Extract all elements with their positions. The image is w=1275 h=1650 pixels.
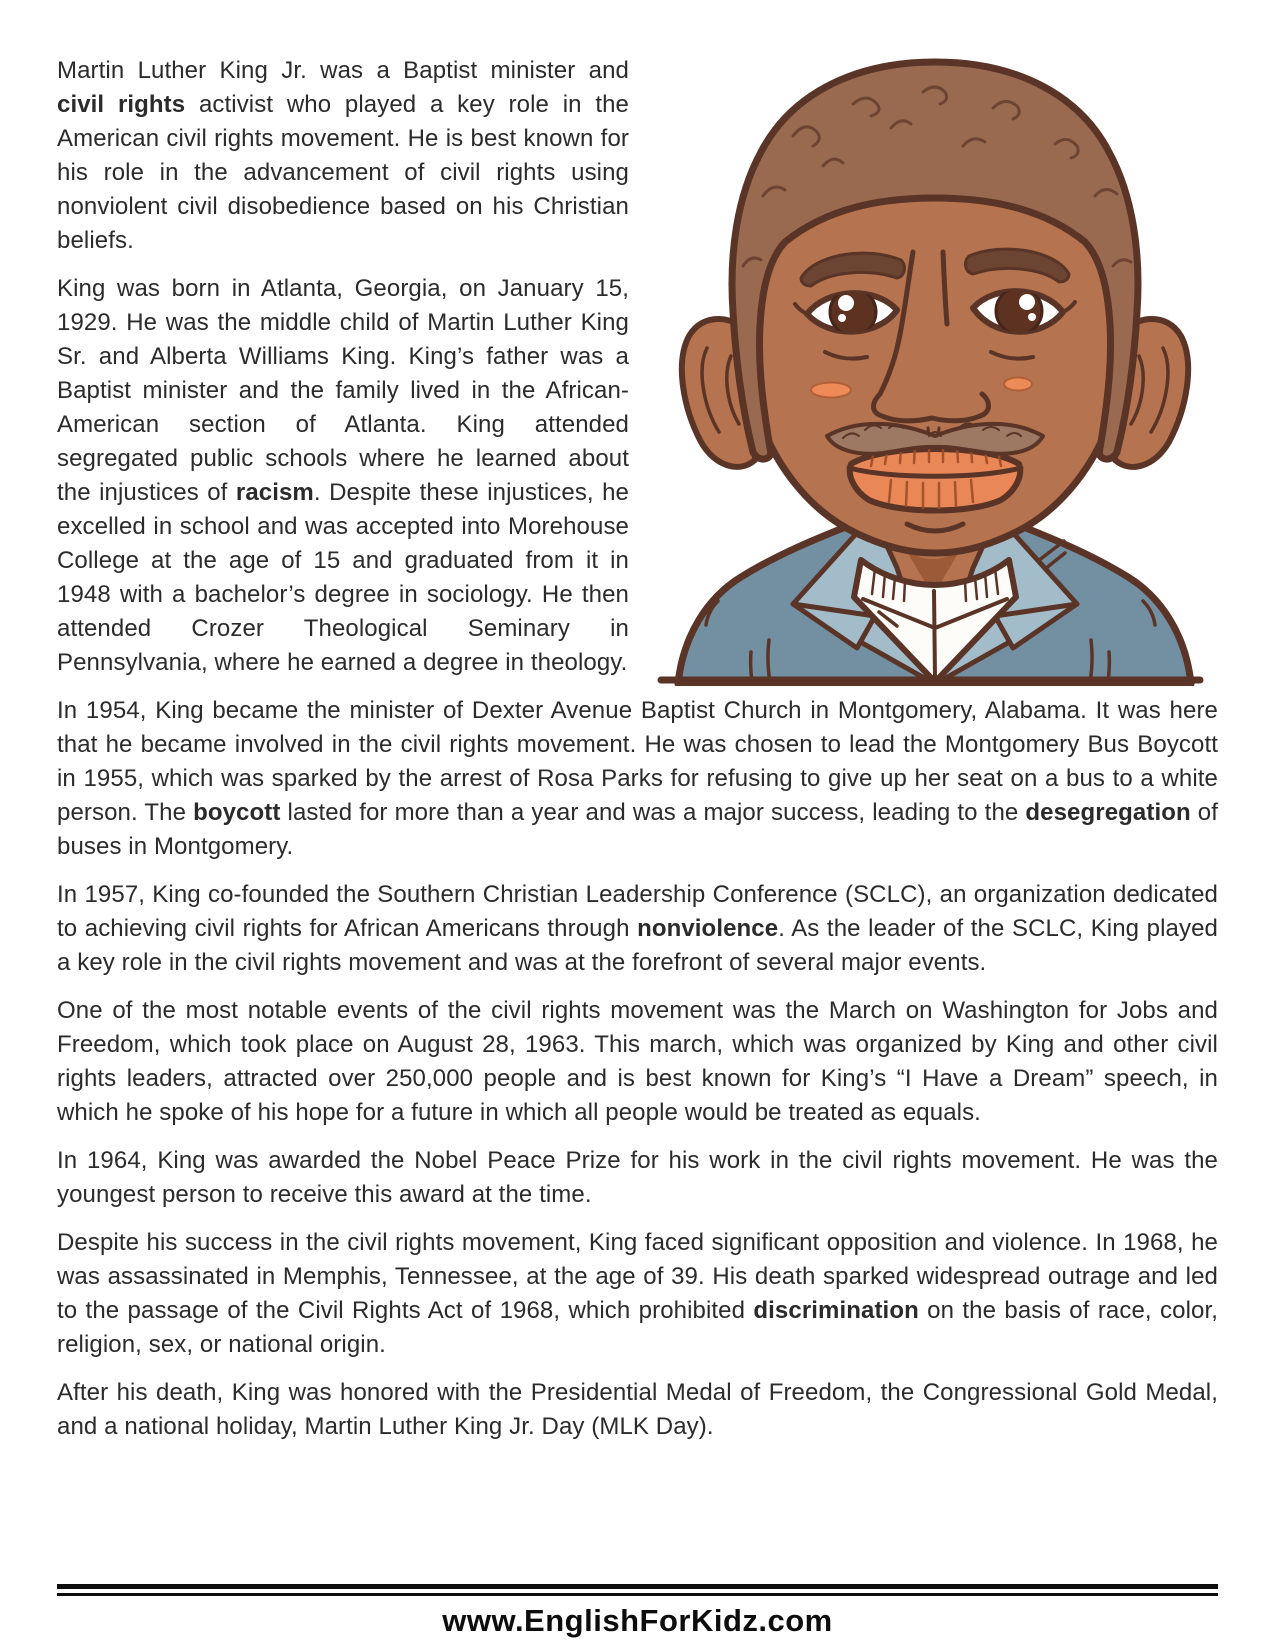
article	[57, 54, 1218, 1444]
paragraph-montgomery: In 1954, King became the minister of Dexter Avenue Baptist Church in Montgomery, Alabama. It was here that he became involved in the civil rights movement. He was chosen to lead the Montgomery Bus Boycott in 1955, which was sparked by the arrest of Rosa Parks for refusing to give up her seat on a bus to a white person. The boycott lasted for more than a year and was a major success, leading to the desegregation of buses in Montgomery.	[57, 697, 1219, 860]
paragraph-legacy: After his death, King was honored with the Presidential Medal of Freedom, the Congressional Gold Medal, and a national holiday, Martin Luther King Jr. Day (MLK Day).	[57, 1379, 1218, 1440]
paragraph-early-life: King was born in Atlanta, Georgia, on January 15, 1929. He was the middle child of Martin Luther King Sr. and Alberta Williams King. King’s father was a Baptist minister and the family lived in the African-American section of Atlanta. King attended segregated public schools where he learned about the injustices of racism. Despite these injustices, he excelled in school and was accepted into Morehouse College at the age of 15 and graduated from it in 1948 with a bachelor’s degree in sociology. He then attended Crozer Theological Seminary in Pennsylvania, where he earned a degree in theology.	[57, 275, 630, 676]
mlk-portrait-svg	[643, 56, 1218, 686]
footer-url: www.EnglishForKidz.com	[442, 1603, 833, 1638]
paragraph-march-on-washington: One of the most notable events of the civil rights movement was the March on Washington for Jobs and Freedom, which took place on August 28, 1963. This march, which was organized by King and other civil rights leaders, attracted over 250,000 people and is best known for King’s “I Have a Dream” speech, in which he spoke of his hope for a future in which all people would be treated as equals.	[57, 997, 1218, 1126]
blush-left	[811, 383, 851, 398]
blush-right	[1004, 378, 1032, 391]
footer-rule-bottom	[57, 1593, 1218, 1596]
lips	[850, 449, 1020, 511]
eye-right-iris	[996, 288, 1042, 334]
footer-rule-top	[57, 1584, 1218, 1589]
mlk-portrait-illustration	[643, 56, 1218, 686]
paragraph-nobel: In 1964, King was awarded the Nobel Peace Prize for his work in the civil rights movement. He was the youngest person to receive this award at the time.	[57, 1147, 1218, 1208]
paragraph-intro: Martin Luther King Jr. was a Baptist minister and civil rights activist who played a key role in the American civil rights movement. He is best known for his role in the advancement of civil rights using nonviolent civil disobedience based on his Christian beliefs.	[57, 57, 629, 254]
eye-left-iris	[830, 289, 876, 335]
paragraph-sclc: In 1957, King co-founded the Southern Christian Leadership Conference (SCLC), an organization dedicated to achieving civil rights for African Americans through nonviolence. As the leader of the SCLC, King played a key role in the civil rights movement and was at the forefront of several major events.	[57, 881, 1218, 976]
page-footer	[57, 1584, 1218, 1639]
paragraph-assassination: Despite his success in the civil rights movement, King faced significant opposition and violence. In 1968, he was assassinated in Memphis, Tennessee, at the age of 39. His death sparked widespread outrage and led to the passage of the Civil Rights Act of 1968, which prohibited discrimination on the basis of race, color, religion, sex, or national origin.	[57, 1229, 1218, 1358]
intro-section	[57, 54, 1218, 694]
